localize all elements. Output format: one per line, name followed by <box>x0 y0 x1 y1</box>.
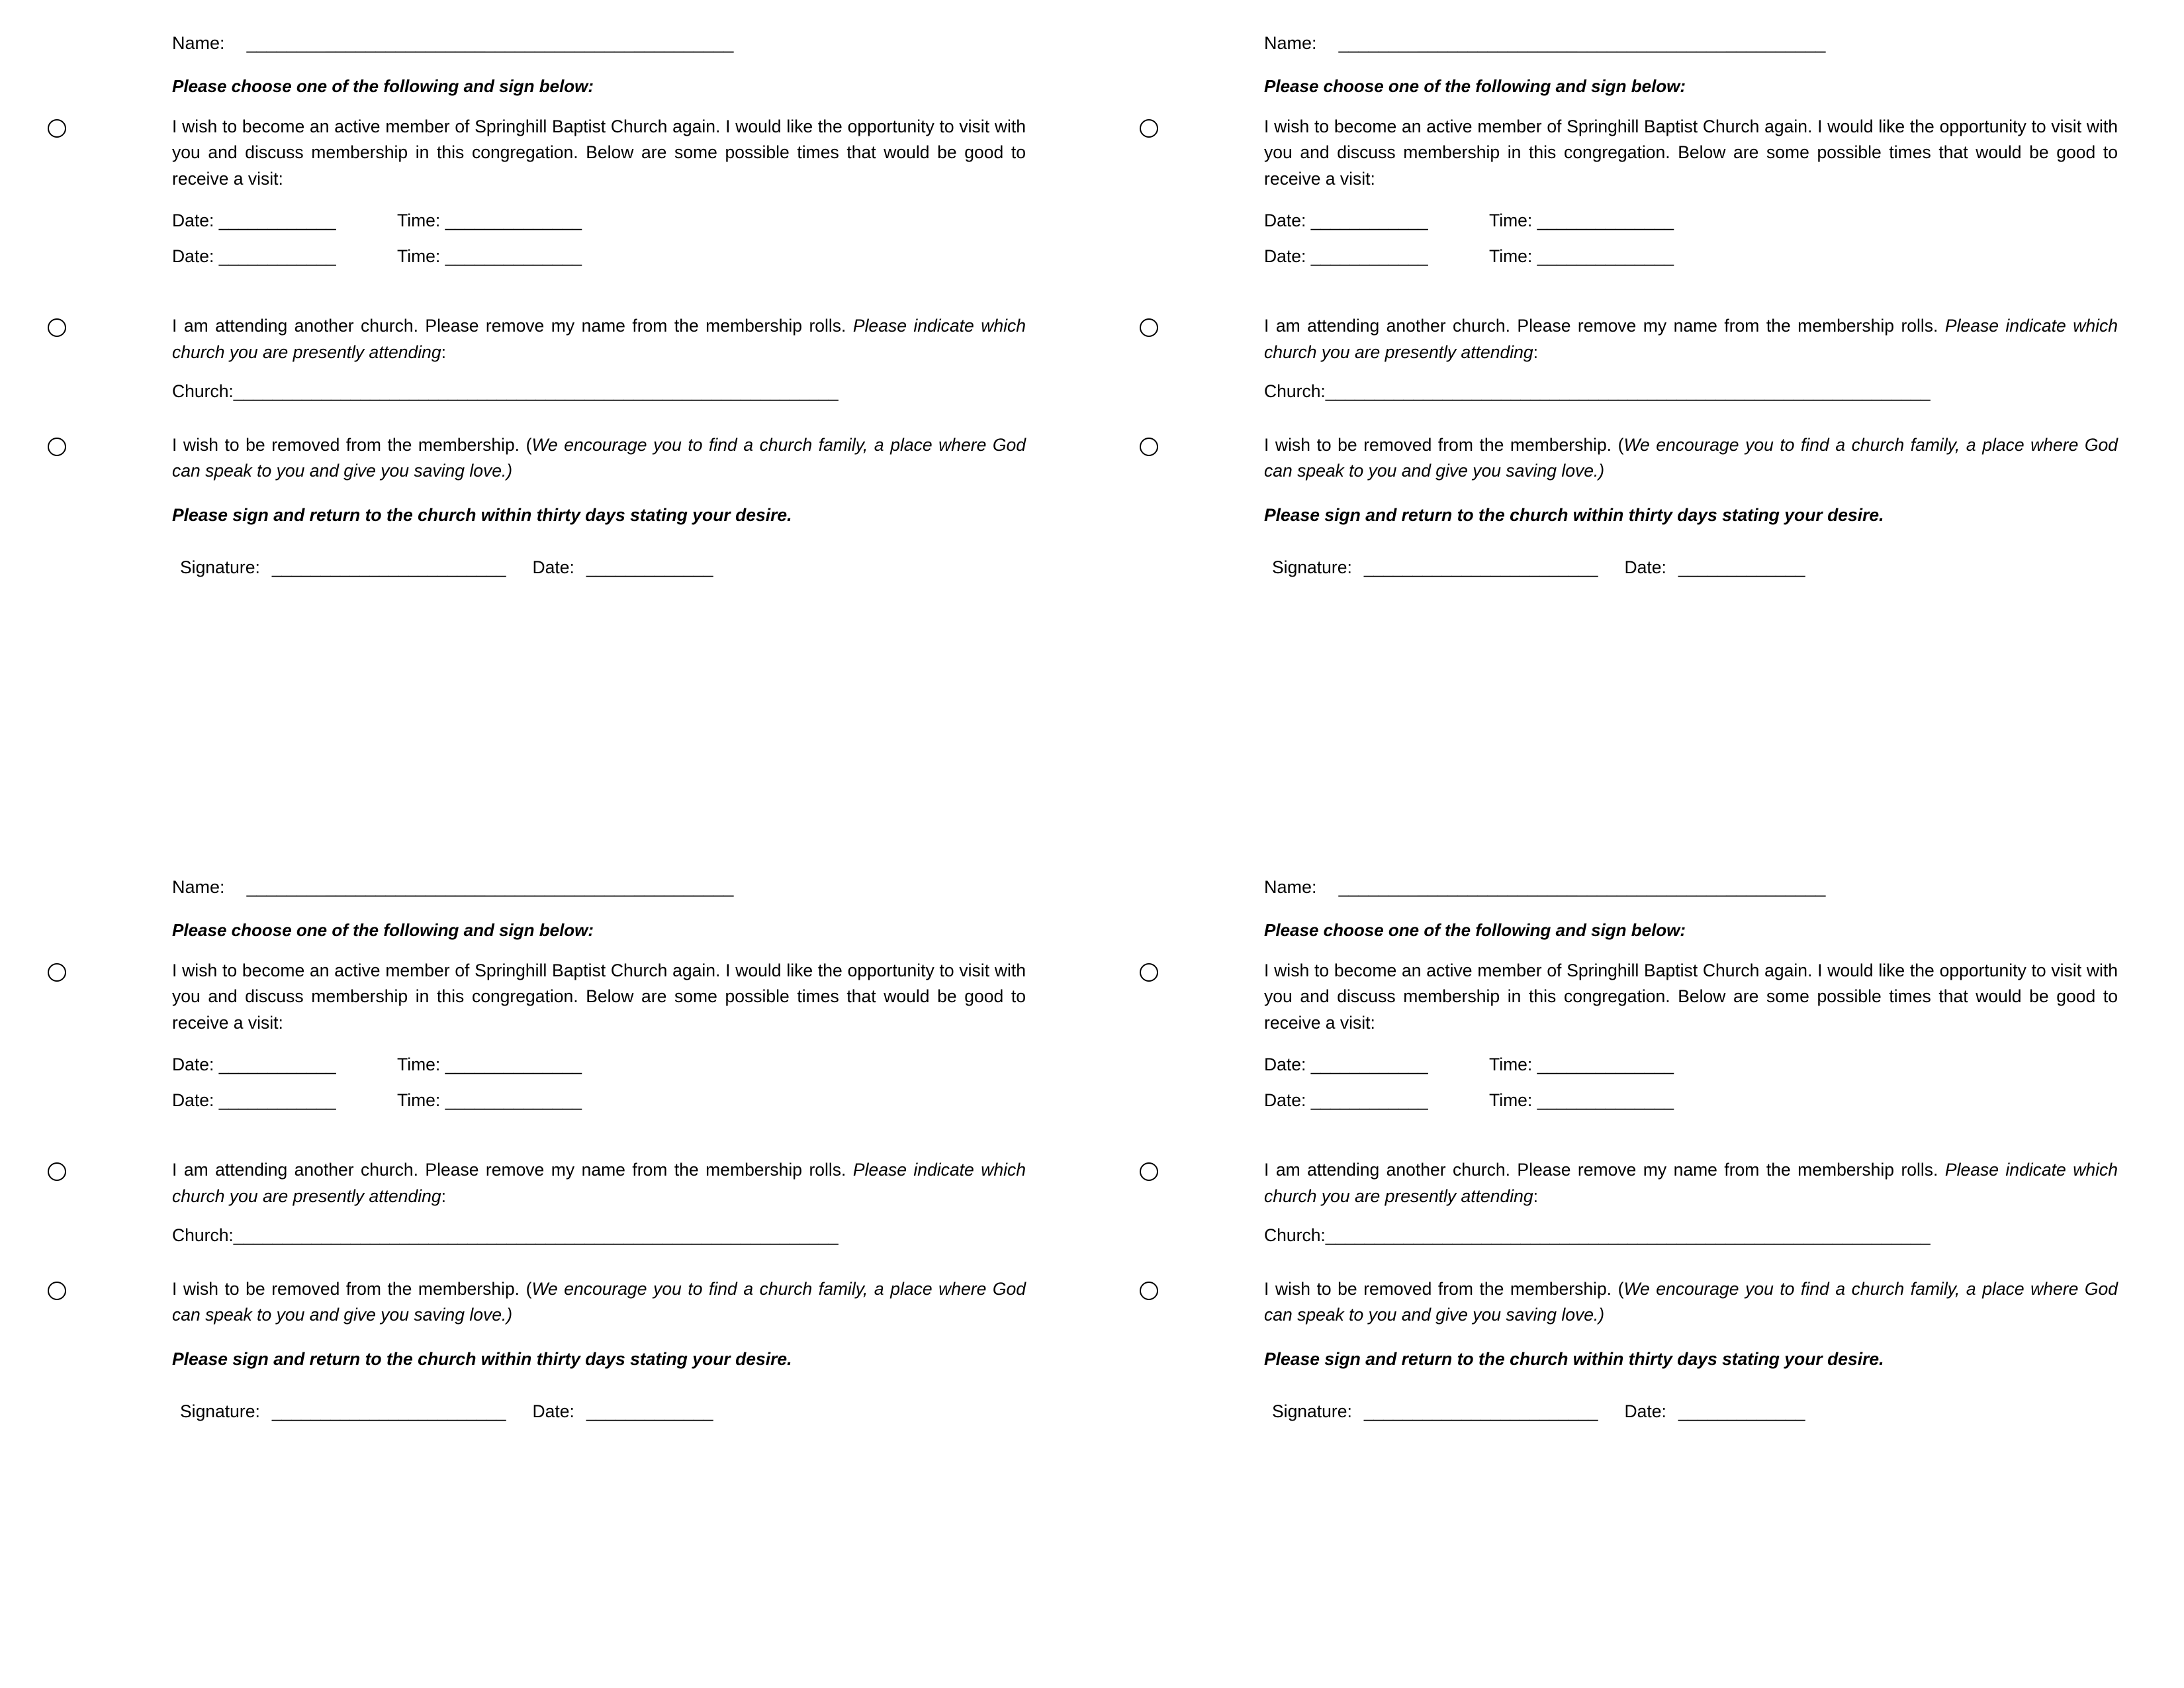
signature-input-rule[interactable]: ________________________ <box>1363 557 1598 578</box>
church-field-row <box>172 381 1026 402</box>
option-remove-emphasis: We encourage you to find a church family, a place where God can speak to you and give you saving love.) <box>172 434 1026 481</box>
option-rejoin[interactable] <box>1264 114 2118 269</box>
option-rejoin-label: I wish to become an active member of Springhill Baptist Church again. I would like the opportunity to visit with you and discuss membership in this congregation. Below are some possible times that would be good to receive a visit: <box>1264 961 2118 1033</box>
radio-circle-icon[interactable] <box>48 318 66 337</box>
option-rejoin[interactable] <box>172 114 1026 269</box>
option-remove-text: I wish to be removed from the membership. ( <box>172 434 532 455</box>
signature-date-label: Date: <box>1624 557 1666 578</box>
church-label: Church: <box>172 381 234 401</box>
visit-time-row-2 <box>1264 1088 2118 1114</box>
date-field-2[interactable]: Date: ____________ <box>1264 246 1428 266</box>
radio-circle-icon[interactable] <box>1140 1282 1158 1300</box>
name-field-row <box>1264 874 2118 900</box>
spacer <box>1264 402 2118 415</box>
option-remove-label <box>172 1276 1026 1328</box>
spacer <box>1264 269 2118 296</box>
signature-input-rule[interactable]: ________________________ <box>271 1401 506 1422</box>
form-copy <box>1092 844 2184 1688</box>
option-attending-colon: : <box>1533 1186 1538 1206</box>
date-field-1[interactable]: Date: ____________ <box>172 210 336 230</box>
church-field-row <box>172 1225 1026 1246</box>
option-remove-emphasis: We encourage you to find a church family, a place where God can speak to you and give you saving love.) <box>1264 434 2118 481</box>
name-field-row <box>172 874 1026 900</box>
signature-label: Signature: <box>1272 557 1352 578</box>
sign-notice: Please sign and return to the church within thirty days stating your desire. <box>1264 505 1884 526</box>
time-field-1[interactable]: Time: ______________ <box>397 1054 582 1074</box>
visit-time-row-1 <box>172 1052 1026 1078</box>
option-attending-another-church[interactable] <box>172 1157 1026 1245</box>
instruction-text: Please choose one of the following and sign below: <box>1264 76 1686 97</box>
spacer <box>172 402 1026 415</box>
option-attending-colon: : <box>441 1186 446 1206</box>
option-attending-text: I am attending another church. Please remove my name from the membership rolls. <box>172 1160 853 1180</box>
option-remove-label <box>1264 1276 2118 1328</box>
date-field-2[interactable]: Date: ____________ <box>172 1090 336 1110</box>
name-label: Name: <box>172 33 225 53</box>
church-field-row <box>1264 1225 2118 1246</box>
spacer <box>172 1246 1026 1259</box>
radio-circle-icon[interactable] <box>48 963 66 982</box>
signature-date-rule[interactable]: _____________ <box>1678 557 1805 578</box>
church-input-rule[interactable]: ______________________________________________________________ <box>1325 1225 1931 1245</box>
option-attending-another-church[interactable] <box>1264 313 2118 401</box>
option-attending-text: I am attending another church. Please remove my name from the membership rolls. <box>172 316 853 336</box>
option-attending-text: I am attending another church. Please remove my name from the membership rolls. <box>1264 316 1945 336</box>
instruction-text: Please choose one of the following and sign below: <box>172 76 594 97</box>
signature-date-label: Date: <box>532 1401 574 1422</box>
sign-notice: Please sign and return to the church within thirty days stating your desire. <box>172 1349 792 1370</box>
name-label: Name: <box>1264 33 1317 53</box>
signature-row <box>172 1401 1026 1422</box>
sign-notice: Please sign and return to the church within thirty days stating your desire. <box>172 505 792 526</box>
visit-time-row-2 <box>172 1088 1026 1114</box>
date-field-1[interactable]: Date: ____________ <box>1264 210 1428 230</box>
church-label: Church: <box>1264 381 1326 401</box>
option-remove-membership[interactable] <box>172 432 1026 579</box>
option-rejoin-label: I wish to become an active member of Springhill Baptist Church again. I would like the opportunity to visit with you and discuss membership in this congregation. Below are some possible times that would be good to receive a visit: <box>172 117 1026 189</box>
time-field-2[interactable]: Time: ______________ <box>397 246 582 266</box>
instruction-text: Please choose one of the following and sign below: <box>1264 920 1686 941</box>
radio-circle-icon[interactable] <box>1140 438 1158 456</box>
option-remove-text: I wish to be removed from the membership. ( <box>172 1278 532 1299</box>
signature-date-label: Date: <box>1624 1401 1666 1422</box>
visit-time-row-2 <box>1264 244 2118 270</box>
option-rejoin-label: I wish to become an active member of Springhill Baptist Church again. I would like the opportunity to visit with you and discuss membership in this congregation. Below are some possible times that would be good to receive a visit: <box>172 961 1026 1033</box>
radio-circle-icon[interactable] <box>1140 318 1158 337</box>
option-remove-membership[interactable] <box>1264 432 2118 579</box>
radio-circle-icon[interactable] <box>48 119 66 138</box>
date-field-2[interactable]: Date: ____________ <box>1264 1090 1428 1110</box>
name-input-rule[interactable]: _________________________________________________ <box>246 33 734 53</box>
signature-row <box>1264 1401 2118 1422</box>
date-field-1[interactable]: Date: ____________ <box>1264 1054 1428 1074</box>
time-field-2[interactable]: Time: ______________ <box>397 1090 582 1110</box>
option-rejoin[interactable] <box>1264 958 2118 1113</box>
visit-time-row-2 <box>172 244 1026 270</box>
signature-input-rule[interactable]: ________________________ <box>271 557 506 578</box>
spacer <box>172 269 1026 296</box>
option-attending-label <box>1264 1157 2118 1209</box>
name-field-row <box>172 30 1026 56</box>
church-input-rule[interactable]: ______________________________________________________________ <box>1325 381 1931 401</box>
radio-circle-icon[interactable] <box>1140 1162 1158 1181</box>
signature-date-rule[interactable]: _____________ <box>586 1401 713 1422</box>
signature-date-rule[interactable]: _____________ <box>1678 1401 1805 1422</box>
option-attending-emphasis: Please indicate which church you are presently attending <box>172 316 1026 362</box>
name-field-row <box>1264 30 2118 56</box>
name-input-rule[interactable]: _________________________________________________ <box>1338 33 1826 53</box>
time-field-1[interactable]: Time: ______________ <box>397 210 582 230</box>
option-attending-colon: : <box>441 342 446 362</box>
option-attending-emphasis: Please indicate which church you are presently attending <box>172 1160 1026 1206</box>
signature-label: Signature: <box>180 1401 260 1422</box>
option-attending-text: I am attending another church. Please remove my name from the membership rolls. <box>1264 1160 1945 1180</box>
church-label: Church: <box>172 1225 234 1245</box>
option-remove-membership[interactable] <box>1264 1276 2118 1423</box>
spacer <box>172 1113 1026 1140</box>
option-rejoin-label: I wish to become an active member of Springhill Baptist Church again. I would like the opportunity to visit with you and discuss membership in this congregation. Below are some possible times that would be good to receive a visit: <box>1264 117 2118 189</box>
radio-circle-icon[interactable] <box>48 1162 66 1181</box>
option-remove-label <box>1264 432 2118 484</box>
spacer <box>1264 1113 2118 1140</box>
option-attending-emphasis: Please indicate which church you are presently attending <box>1264 1160 2118 1206</box>
option-remove-membership[interactable] <box>172 1276 1026 1423</box>
church-input-rule[interactable]: ______________________________________________________________ <box>233 381 839 401</box>
signature-label: Signature: <box>1272 1401 1352 1422</box>
visit-time-row-1 <box>1264 208 2118 234</box>
option-attending-label <box>172 1157 1026 1209</box>
name-input-rule[interactable]: _________________________________________________ <box>246 877 734 897</box>
signature-date-rule[interactable]: _____________ <box>586 557 713 578</box>
form-copy <box>0 0 1092 844</box>
date-field-1[interactable]: Date: ____________ <box>172 1054 336 1074</box>
signature-date-label: Date: <box>532 557 574 578</box>
option-attending-emphasis: Please indicate which church you are presently attending <box>1264 316 2118 362</box>
option-remove-text: I wish to be removed from the membership. ( <box>1264 434 1624 455</box>
church-label: Church: <box>1264 1225 1326 1245</box>
date-field-2[interactable]: Date: ____________ <box>172 246 336 266</box>
signature-label: Signature: <box>180 557 260 578</box>
name-label: Name: <box>172 877 225 897</box>
time-field-2[interactable]: Time: ______________ <box>1489 1090 1674 1110</box>
signature-input-rule[interactable]: ________________________ <box>1363 1401 1598 1422</box>
sign-notice: Please sign and return to the church within thirty days stating your desire. <box>1264 1349 1884 1370</box>
option-remove-emphasis: We encourage you to find a church family, a place where God can speak to you and give you saving love.) <box>1264 1278 2118 1325</box>
form-copy <box>1092 0 2184 844</box>
radio-circle-icon[interactable] <box>1140 963 1158 982</box>
option-attending-another-church[interactable] <box>1264 1157 2118 1245</box>
option-attending-colon: : <box>1533 342 1538 362</box>
option-attending-label <box>172 313 1026 365</box>
radio-circle-icon[interactable] <box>1140 119 1158 138</box>
signature-row <box>1264 557 2118 578</box>
time-field-2[interactable]: Time: ______________ <box>1489 246 1674 266</box>
option-remove-emphasis: We encourage you to find a church family, a place where God can speak to you and give you saving love.) <box>172 1278 1026 1325</box>
name-input-rule[interactable]: _________________________________________________ <box>1338 877 1826 897</box>
option-attending-another-church[interactable] <box>172 313 1026 401</box>
option-remove-text: I wish to be removed from the membership. ( <box>1264 1278 1624 1299</box>
option-rejoin[interactable] <box>172 958 1026 1113</box>
name-label: Name: <box>1264 877 1317 897</box>
radio-circle-icon[interactable] <box>48 1282 66 1300</box>
time-field-1[interactable]: Time: ______________ <box>1489 1054 1674 1074</box>
time-field-1[interactable]: Time: ______________ <box>1489 210 1674 230</box>
signature-row <box>172 557 1026 578</box>
church-field-row <box>1264 381 2118 402</box>
church-input-rule[interactable]: ______________________________________________________________ <box>233 1225 839 1245</box>
radio-circle-icon[interactable] <box>48 438 66 456</box>
instruction-text: Please choose one of the following and sign below: <box>172 920 594 941</box>
visit-time-row-1 <box>172 208 1026 234</box>
option-attending-label <box>1264 313 2118 365</box>
form-copy <box>0 844 1092 1688</box>
spacer <box>1264 1246 2118 1259</box>
option-remove-label <box>172 432 1026 484</box>
visit-time-row-1 <box>1264 1052 2118 1078</box>
